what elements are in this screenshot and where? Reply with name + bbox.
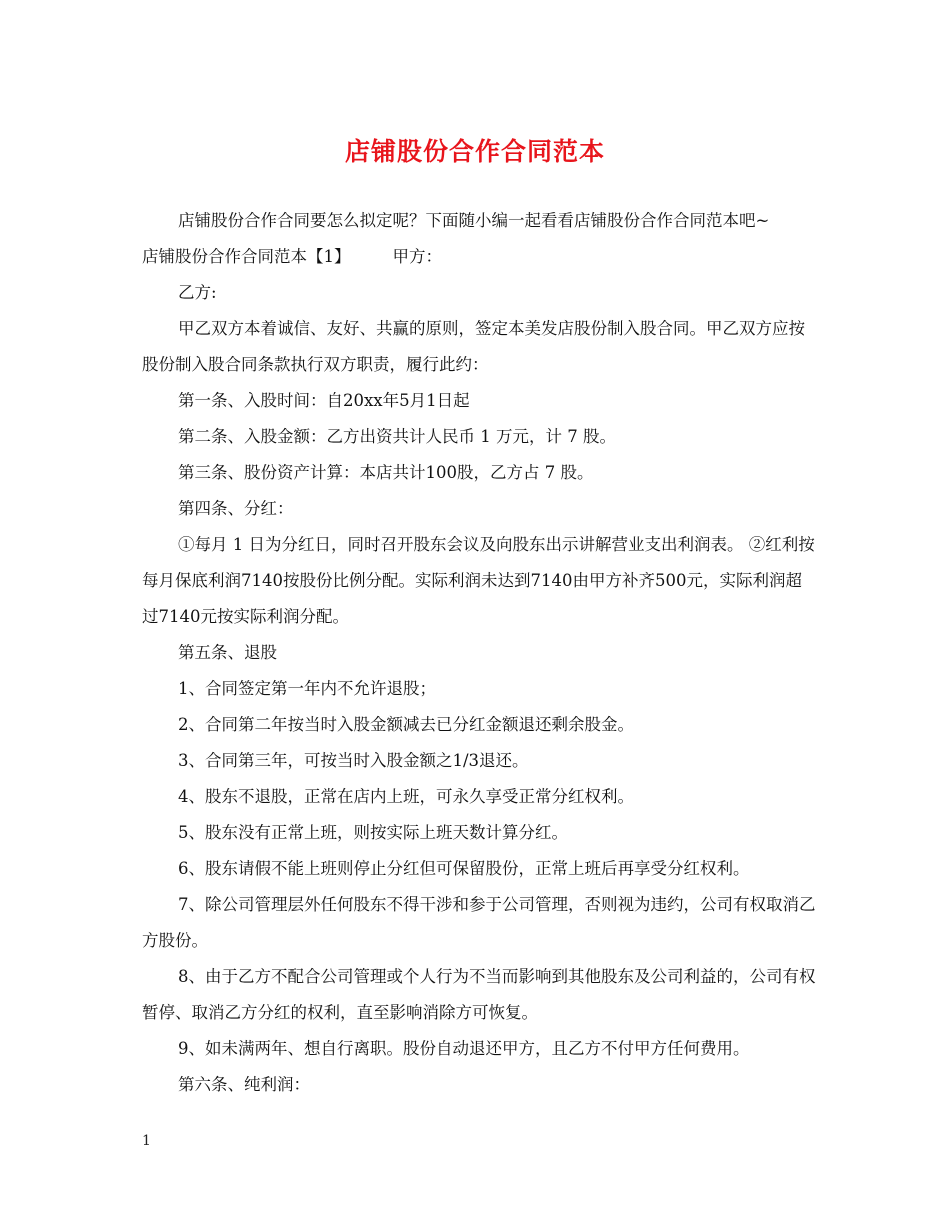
document-title: 店铺股份合作合同范本: [344, 137, 605, 166]
paragraph-article-1: 第一条、入股时间：自20xx年5月1日起: [178, 391, 470, 410]
list-item: 6、股东请假不能上班则停止分红但可保留股份，正常上班后再享受分红权利。: [178, 859, 750, 878]
document-body: [142, 203, 818, 1103]
paragraph-preamble: 甲乙双方本着诚信、友好、共赢的原则，签定本美发店股份制入股合同。甲乙双方应按股份制入股合同条款执行双方职责，履行此约：: [142, 319, 805, 374]
list-item: 2、合同第二年按当时入股金额减去已分红金额退还剩余股金。: [178, 715, 634, 734]
paragraph-article-5: 第五条、退股: [178, 643, 277, 662]
list-item: 1、合同签定第一年内不允许退股；: [178, 679, 436, 698]
list-item: 7、除公司管理层外任何股东不得干涉和参于公司管理，否则视为违约，公司有权取消乙方股份。: [142, 895, 816, 950]
paragraph-article-6: 第六条、纯利润：: [178, 1075, 310, 1094]
list-item: 3、合同第三年，可按当时入股金额之1/3退还。: [178, 751, 529, 770]
paragraph-article-3: 第三条、股份资产计算：本店共计100股，乙方占 7 股。: [178, 463, 594, 482]
list-item: 4、股东不退股，正常在店内上班，可永久享受正常分红权利。: [178, 787, 634, 806]
paragraph-article-2: 第二条、入股金额：乙方出资共计人民币 1 万元，计 7 股。: [178, 427, 616, 446]
paragraph-intro: 店铺股份合作合同要怎么拟定呢？下面随小编一起看看店铺股份合作合同范本吧~: [178, 211, 770, 230]
page-number: 1: [142, 1133, 151, 1149]
list-item: 9、如未满两年、想自行离职。股份自动退还甲方，且乙方不付甲方任何费用。: [178, 1039, 750, 1058]
paragraph-article-4: 第四条、分红：: [178, 499, 294, 518]
list-item: 5、股东没有正常上班，则按实际上班天数计算分红。: [178, 823, 568, 842]
paragraph-heading-party-a: 店铺股份合作合同范本【1】 甲方：: [142, 247, 442, 266]
list-item: 8、由于乙方不配合公司管理或个人行为不当而影响到其他股东及公司利益的，公司有权暂停、取消乙方分红的权利，直至影响消除方可恢复。: [142, 967, 816, 1022]
paragraph-dividend-terms: ①每月 1 日为分红日，同时召开股东会议及向股东出示讲解营业支出利润表。 ②红利按每月保底利润7140按股份比例分配。实际利润未达到7140由甲方补齐500元，实际利润超过7140元按实际利润分配。: [142, 535, 815, 626]
paragraph-party-b: 乙方:: [178, 283, 217, 302]
